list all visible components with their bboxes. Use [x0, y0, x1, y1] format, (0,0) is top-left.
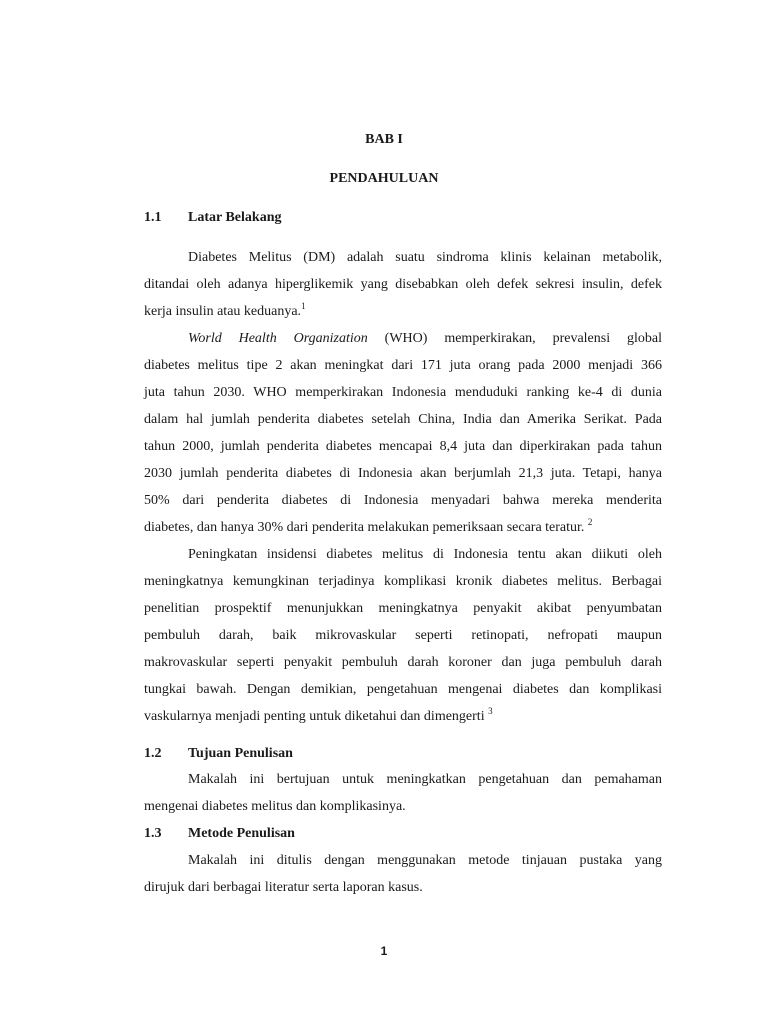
- paragraph-text: vaskularnya menjadi penting untuk diketahui dan dimengerti: [144, 709, 489, 724]
- page-number: 1: [380, 944, 388, 958]
- chapter-label: BAB I: [365, 132, 403, 147]
- paragraph-line: ditandai oleh adanya hiperglikemik yang disebabkan oleh defek sekresi insulin, defek: [144, 277, 662, 292]
- section-number: 1.1: [144, 210, 162, 225]
- paragraph-line: diabetes melitus tipe 2 akan meningkat dari 171 juta orang pada 2000 menjadi 366: [144, 358, 662, 373]
- paragraph-line: [144, 301, 662, 320]
- paragraph-line: tungkai bawah. Dengan demikian, pengetahuan mengenai diabetes dan komplikasi: [144, 682, 662, 697]
- paragraph-line: mengenai diabetes melitus dan komplikasinya.: [144, 799, 406, 814]
- footnote-ref: 1: [301, 301, 306, 311]
- section-number: 1.2: [144, 746, 162, 761]
- paragraph-line: pembuluh darah, baik mikrovaskular seperti retinopati, nefropati maupun: [144, 628, 662, 643]
- chapter-title: PENDAHULUAN: [329, 171, 439, 186]
- paragraph-text: diabetes, dan hanya 30% dari penderita melakukan pemeriksaan secara teratur.: [144, 520, 588, 535]
- paragraph-line: tahun 2000, jumlah penderita diabetes mencapai 8,4 juta dan diperkirakan pada tahun: [144, 439, 662, 454]
- paragraph-line: Makalah ini ditulis dengan menggunakan metode tinjauan pustaka yang: [188, 853, 662, 868]
- paragraph-line: 2030 jumlah penderita diabetes di Indonesia akan berjumlah 21,3 juta. Tetapi, hanya: [144, 466, 662, 481]
- section-title: Metode Penulisan: [188, 826, 295, 841]
- paragraph-line: makrovaskular seperti penyakit pembuluh darah koroner dan juga pembuluh darah: [144, 655, 662, 670]
- paragraph-line: dalam hal jumlah penderita diabetes setelah China, India dan Amerika Serikat. Pada: [144, 412, 662, 427]
- footnote-ref: 2: [587, 517, 593, 527]
- paragraph-line: meningkatnya kemungkinan terjadinya komplikasi kronik diabetes melitus. Berbagai: [144, 574, 662, 589]
- paragraph-line: dirujuk dari berbagai literatur serta laporan kasus.: [144, 880, 423, 895]
- paragraph-line: penelitian prospektif menunjukkan meningkatnya penyakit akibat penyumbatan: [144, 601, 662, 616]
- footnote-ref: 3: [488, 706, 493, 716]
- paragraph-line: [144, 706, 662, 725]
- paragraph-line: [144, 517, 662, 536]
- section-title: Latar Belakang: [188, 210, 282, 225]
- paragraph-line: Makalah ini bertujuan untuk meningkatkan pengetahuan dan pemahaman: [188, 772, 662, 787]
- paragraph-line: Peningkatan insidensi diabetes melitus di Indonesia tentu akan diikuti oleh: [188, 547, 662, 562]
- emphasis-text: World Health Organization: [188, 331, 368, 346]
- paragraph-line: Diabetes Melitus (DM) adalah suatu sindroma klinis kelainan metabolik,: [188, 250, 662, 265]
- paragraph-text: kerja insulin atau keduanya.: [144, 304, 302, 319]
- section-title: Tujuan Penulisan: [188, 746, 293, 761]
- section-number: 1.3: [144, 826, 162, 841]
- paragraph-line: juta tahun 2030. WHO memperkirakan Indonesia menduduki ranking ke-4 di dunia: [144, 385, 662, 400]
- paragraph-line: 50% dari penderita diabetes di Indonesia menyadari bahwa mereka menderita: [144, 493, 662, 508]
- paragraph-text: (WHO) memperkirakan, prevalensi global: [367, 331, 662, 346]
- paragraph-line: [188, 331, 662, 347]
